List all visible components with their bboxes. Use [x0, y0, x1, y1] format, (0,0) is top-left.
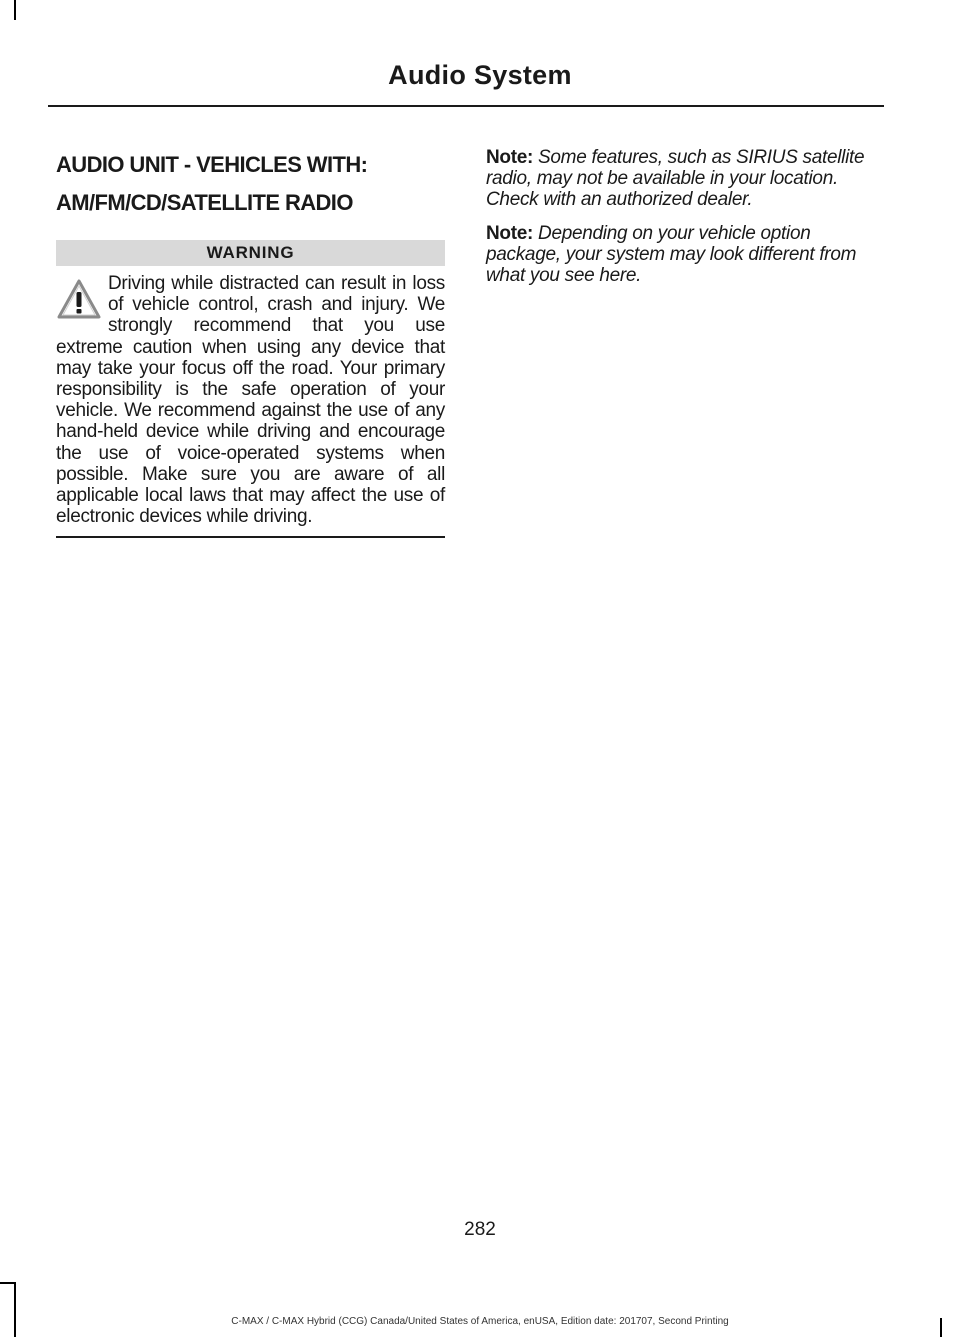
- header-rule: [48, 105, 884, 107]
- note-text: Depending on your vehicle option package, your system may look different from what you see here.: [486, 222, 857, 287]
- warning-bottom-rule: [56, 536, 445, 538]
- warning-text: Driving while distracted can result in loss of vehicle control, crash and injury. We strongly recommend that you use extreme caution when using any device that may take your focus off the road. Your primary responsibility is the safe operation of your vehicle. We recommend against the use of any hand-held device while driving and encourage the use of voice-operated systems when possible. Make sure you are aware of all applicable local laws that may affect the use of electronic devices while driving.: [56, 273, 445, 528]
- chapter-title: Audio System: [388, 60, 572, 90]
- crop-mark-bottom-left-tick: [0, 1282, 16, 1284]
- right-column: [486, 147, 886, 298]
- note-label: Note:: [486, 222, 534, 244]
- left-column: [56, 146, 445, 538]
- edition-footer: C-MAX / C-MAX Hybrid (CCG) Canada/United States of America, enUSA, Edition date: 201707, Second Printing: [231, 1316, 729, 1327]
- note-option-package: [486, 223, 886, 287]
- section-heading: [56, 146, 445, 222]
- crop-mark-top-left: [14, 0, 16, 20]
- warning-body: [56, 273, 445, 527]
- warning-label: WARNING: [56, 240, 445, 266]
- note-sirius: [486, 147, 886, 211]
- page-number: 282: [464, 1219, 496, 1240]
- section-heading-line2: AM/FM/CD/SATELLITE RADIO: [56, 190, 353, 215]
- crop-mark-bottom-left: [14, 1282, 16, 1337]
- note-label: Note:: [486, 147, 534, 168]
- note-text: Some features, such as SIRIUS satellite radio, may not be available in your location. Check with an authorized dealer.: [486, 147, 865, 211]
- warning-triangle-icon: [56, 277, 102, 323]
- section-heading-line1: AUDIO UNIT - VEHICLES WITH:: [56, 152, 368, 177]
